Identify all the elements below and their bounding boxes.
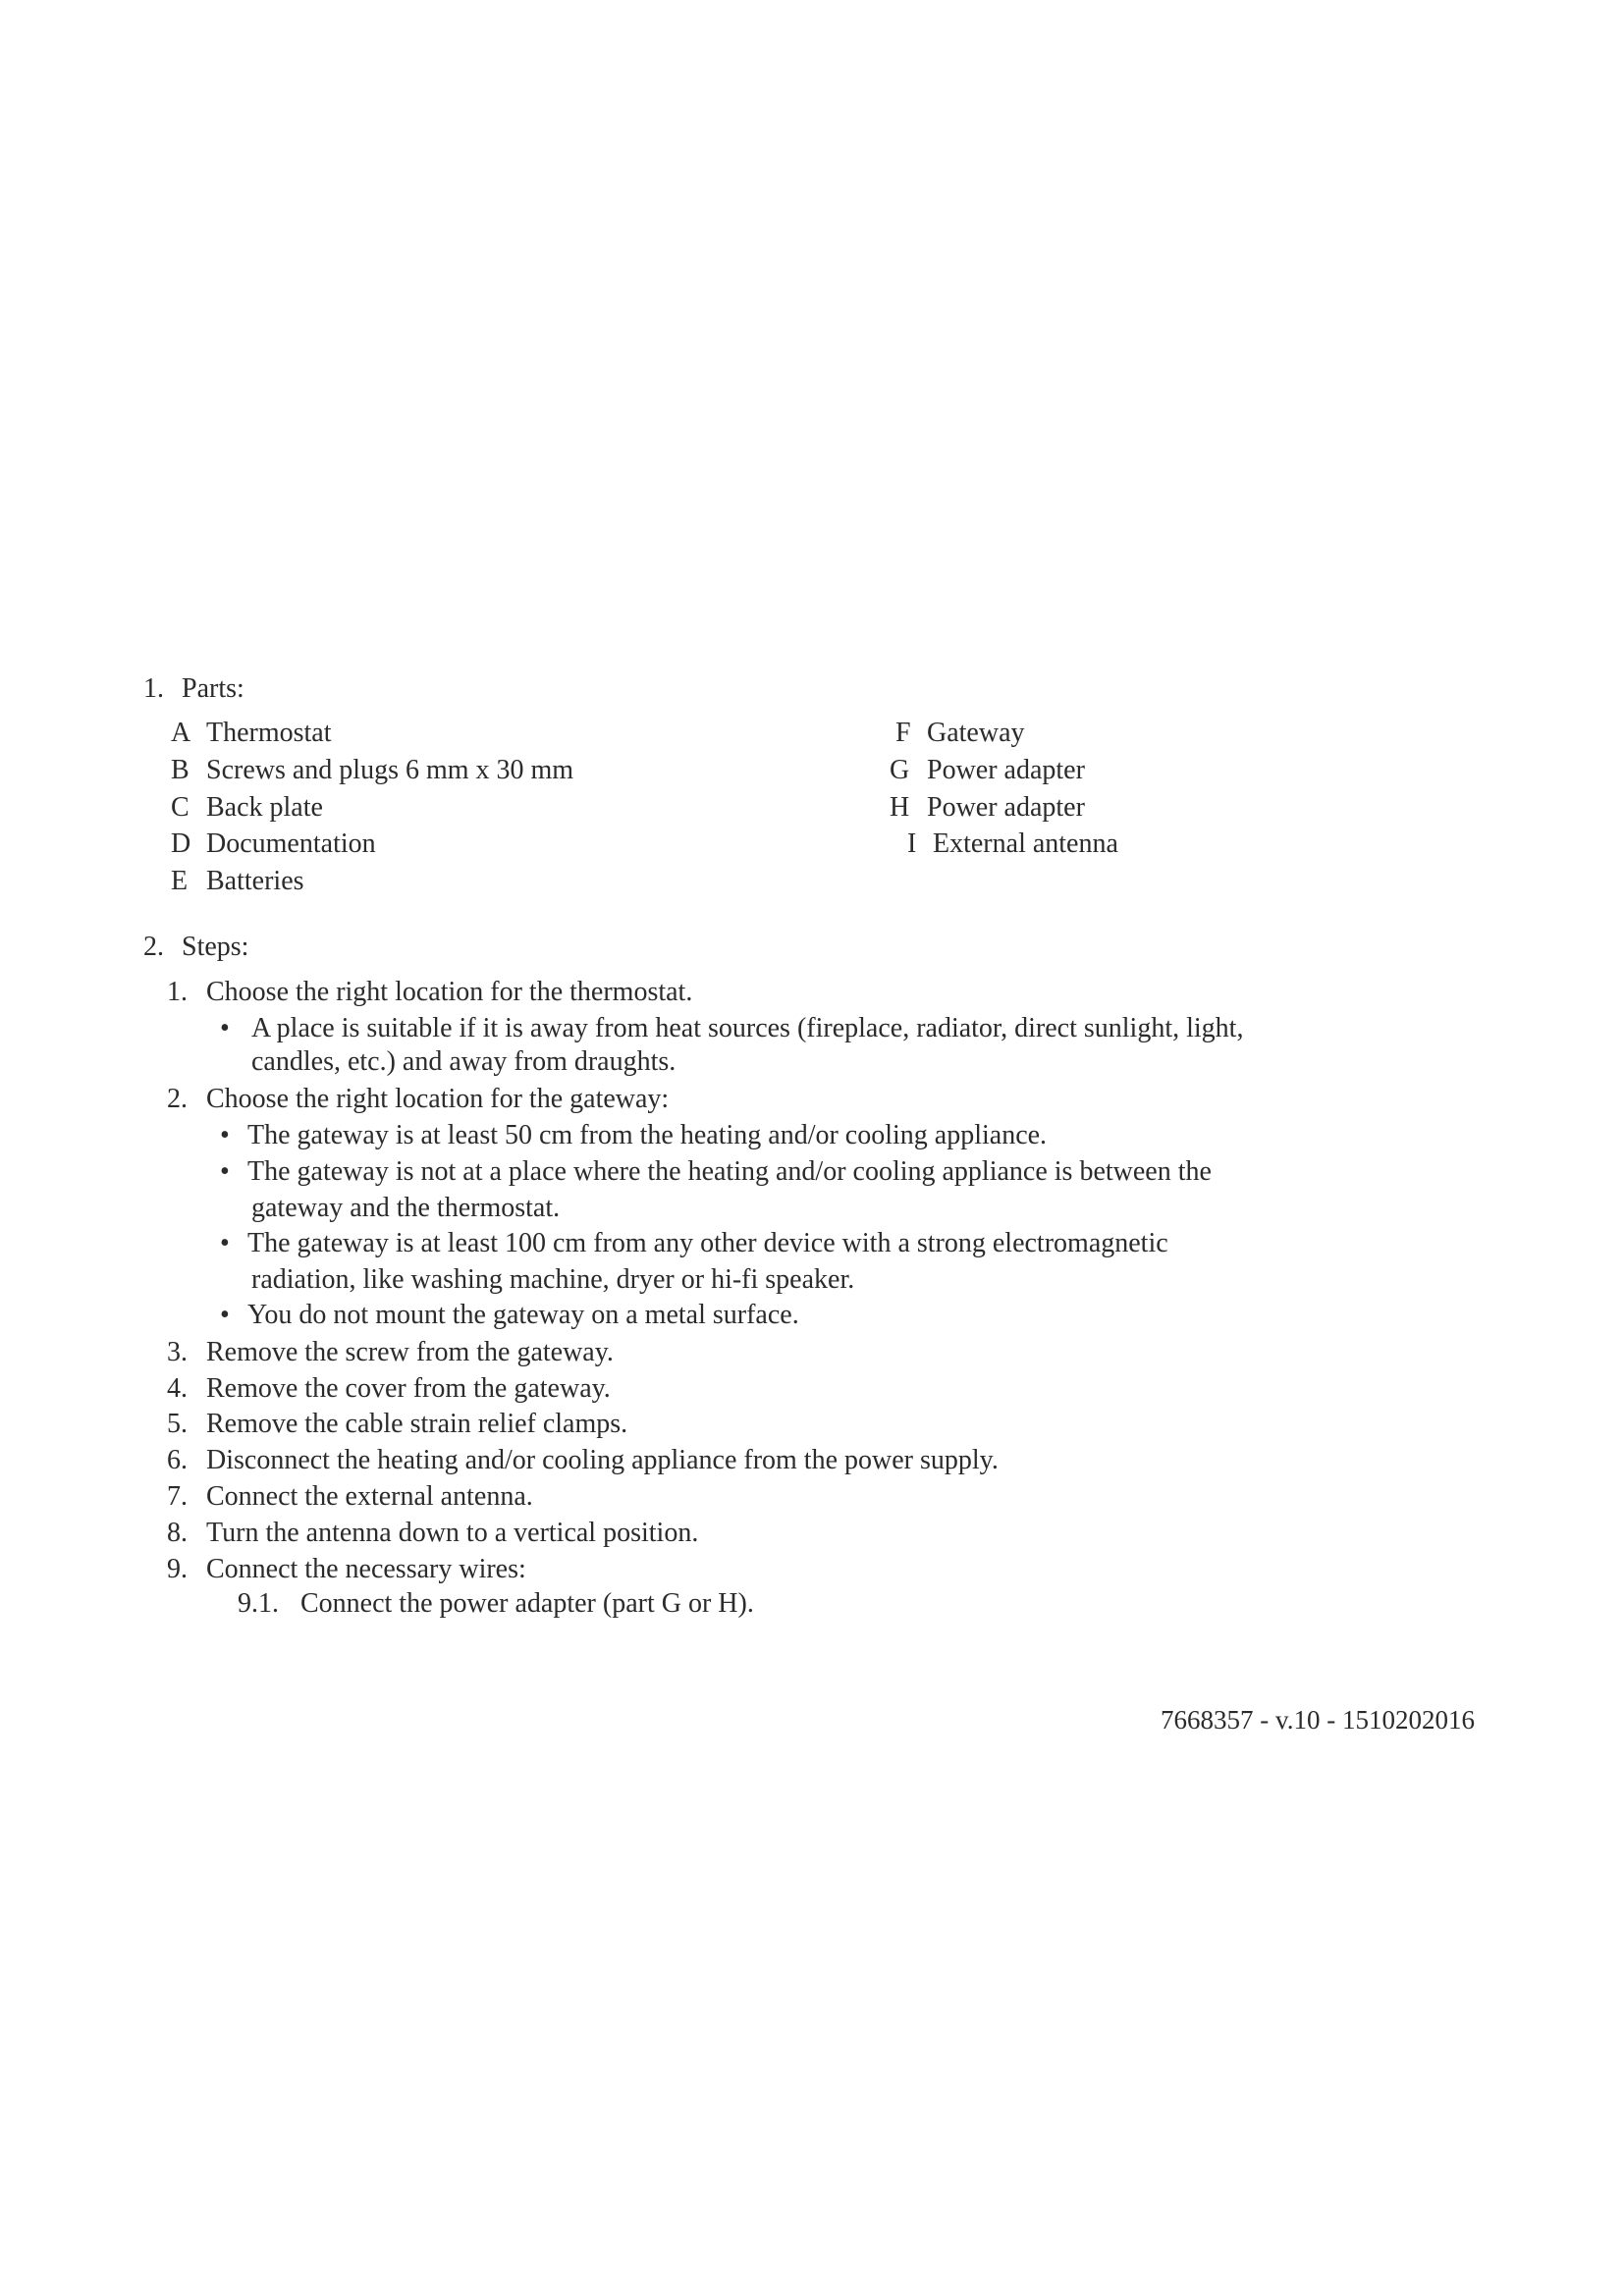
bullet-icon: • bbox=[220, 1120, 230, 1150]
step-number: 5. bbox=[167, 1409, 188, 1439]
step-number: 4. bbox=[167, 1373, 188, 1404]
step-number: 8. bbox=[167, 1518, 188, 1548]
bullet-text: The gateway is at least 50 cm from the heating and/or cooling appliance. bbox=[247, 1120, 1048, 1150]
step-number: 9. bbox=[167, 1554, 188, 1584]
part-letter: D bbox=[171, 828, 191, 859]
section-heading-parts: Parts: bbox=[182, 673, 244, 704]
part-name: Thermostat bbox=[206, 718, 332, 748]
part-letter: B bbox=[171, 755, 189, 785]
part-name: Screws and plugs 6 mm x 30 mm bbox=[206, 755, 574, 785]
bullet-text: A place is suitable if it is away from heat sources (fireplace, radiator, direct sunlight, light, bbox=[251, 1013, 1244, 1043]
part-name: Back plate bbox=[206, 792, 323, 823]
part-name: Batteries bbox=[206, 866, 304, 896]
step-number: 2. bbox=[167, 1084, 188, 1114]
bullet-icon: • bbox=[220, 1228, 230, 1258]
bullet-text: The gateway is not at a place where the heating and/or cooling appliance is between the bbox=[247, 1156, 1212, 1187]
section-number-parts: 1. bbox=[143, 673, 164, 704]
step-text: Connect the necessary wires: bbox=[206, 1554, 526, 1584]
part-name: Gateway bbox=[927, 718, 1025, 748]
bullet-icon: • bbox=[220, 1156, 230, 1187]
step-number: 7. bbox=[167, 1481, 188, 1512]
bullet-icon: • bbox=[220, 1013, 230, 1043]
step-text: Turn the antenna down to a vertical position. bbox=[206, 1518, 699, 1548]
step-number: 3. bbox=[167, 1337, 188, 1367]
bullet-text-continuation: candles, etc.) and away from draughts. bbox=[251, 1046, 677, 1077]
step-text: Disconnect the heating and/or cooling appliance from the power supply. bbox=[206, 1445, 999, 1475]
bullet-text: You do not mount the gateway on a metal surface. bbox=[247, 1300, 799, 1330]
step-text: Remove the cover from the gateway. bbox=[206, 1373, 611, 1404]
part-letter: A bbox=[171, 718, 191, 748]
section-heading-steps: Steps: bbox=[182, 932, 249, 962]
part-name: Power adapter bbox=[927, 792, 1085, 823]
step-number: 6. bbox=[167, 1445, 188, 1475]
document-code: 7668357 - v.10 - 1510202016 bbox=[1161, 1705, 1475, 1735]
part-letter: I bbox=[907, 828, 917, 859]
part-letter: F bbox=[895, 718, 911, 748]
part-letter: G bbox=[890, 755, 910, 785]
part-letter: E bbox=[171, 866, 189, 896]
step-text: Remove the screw from the gateway. bbox=[206, 1337, 614, 1367]
part-name: Power adapter bbox=[927, 755, 1085, 785]
section-number-steps: 2. bbox=[143, 932, 164, 962]
bullet-text-continuation: gateway and the thermostat. bbox=[251, 1193, 561, 1223]
step-text: Connect the external antenna. bbox=[206, 1481, 533, 1512]
part-letter: H bbox=[890, 792, 910, 823]
part-name: Documentation bbox=[206, 828, 376, 859]
bullet-icon: • bbox=[220, 1300, 230, 1330]
bullet-text: The gateway is at least 100 cm from any other device with a strong electromagnetic bbox=[247, 1228, 1168, 1258]
substep-text: Connect the power adapter (part G or H). bbox=[300, 1588, 754, 1619]
step-number: 1. bbox=[167, 977, 188, 1007]
substep-number: 9.1. bbox=[238, 1588, 279, 1619]
step-text: Choose the right location for the thermostat. bbox=[206, 977, 693, 1007]
part-name: External antenna bbox=[933, 828, 1118, 859]
step-text: Choose the right location for the gateway: bbox=[206, 1084, 670, 1114]
bullet-text-continuation: radiation, like washing machine, dryer or hi-fi speaker. bbox=[251, 1264, 855, 1295]
part-letter: C bbox=[171, 792, 189, 823]
step-text: Remove the cable strain relief clamps. bbox=[206, 1409, 628, 1439]
